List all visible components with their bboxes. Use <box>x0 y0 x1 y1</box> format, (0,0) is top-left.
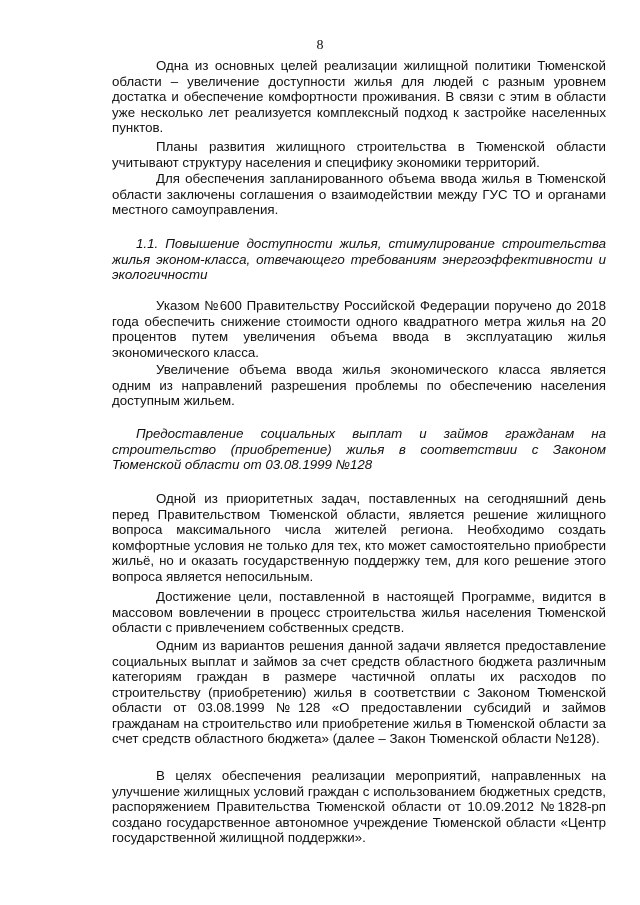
subsection-heading-social-payments: Предоставление социальных выплат и займов гражданам на строительство (приобретение) жилья в соответствии с Законом Тюменской области от 03.08.1999 №128 <box>112 426 606 472</box>
section-heading-1-1: 1.1. Повышение доступности жилья, стимулирование строительства жилья эконом-класса, отвечающего требованиям энергоэффективности и экологичности <box>112 236 606 282</box>
paragraph-agreements: Для обеспечения запланированного объема ввода жилья в Тюменской области заключены соглашения о взаимодействии между ГУС ТО и органами местного самоуправления. <box>112 171 606 217</box>
paragraph-housing-support-center: В целях обеспечения реализации мероприятий, направленных на улучшение жилищных условий граждан с использованием бюджетных средств, распоряжением Правительства Тюменской области от 10.09.2012 №1828-рп создано государственное автономное учреждение Тюменской области «Центр государственной жилищной поддержки». <box>112 768 606 845</box>
paragraph-goal-achievement: Достижение цели, поставленной в настоящей Программе, видится в массовом вовлечении в процесс строительства жилья населения Тюменской области с привлечением собственных средств. <box>112 589 606 635</box>
paragraph-solution-options: Одним из вариантов решения данной задачи является предоставление социальных выплат и займов за счет средств областного бюджета различным категориям граждан в размере частичной оплаты их расходов по строительству (приобретению) жилья в соответствии с Законом Тюменской области от 03.08.1999 №128 «О предоставлении субсидий и займов гражданам на строительство или приобретение жилья в Тюменской области за счет средств областного бюджета» (далее – Закон Тюменской области №128). <box>112 638 606 746</box>
paragraph-economy-class: Увеличение объема ввода жилья экономического класса является одним из направлений разрешения проблемы по обеспечению населения доступным жильем. <box>112 362 606 408</box>
page-number: 8 <box>316 38 324 53</box>
paragraph-decree-600: Указом №600 Правительству Российской Федерации поручено до 2018 года обеспечить снижение стоимости одного квадратного метра жилья на 20 процентов путем увеличения объема ввода в эксплуатацию жилья экономического класса. <box>112 298 606 360</box>
paragraph-construction-plans: Планы развития жилищного строительства в Тюменской области учитывают структуру населения и специфику экономики территорий. <box>112 139 606 170</box>
paragraph-priority-tasks: Одной из приоритетных задач, поставленных на сегодняшний день перед Правительством Тюменской области, является решение жилищного вопроса максимального числа жителей региона. Необходимо создать комфортные условия не только для тех, кто может самостоятельно приобрести жильё, но и оказать государственную поддержку тем, для кого решение этого вопроса является непосильным. <box>112 491 606 584</box>
paragraph-housing-policy-goal: Одна из основных целей реализации жилищной политики Тюменской области – увеличение доступности жилья для людей с разным уровнем достатка и обеспечение комфортности проживания. В связи с этим в области уже несколько лет реализуется комплексный подход к застройке населенных пунктов. <box>112 58 606 135</box>
